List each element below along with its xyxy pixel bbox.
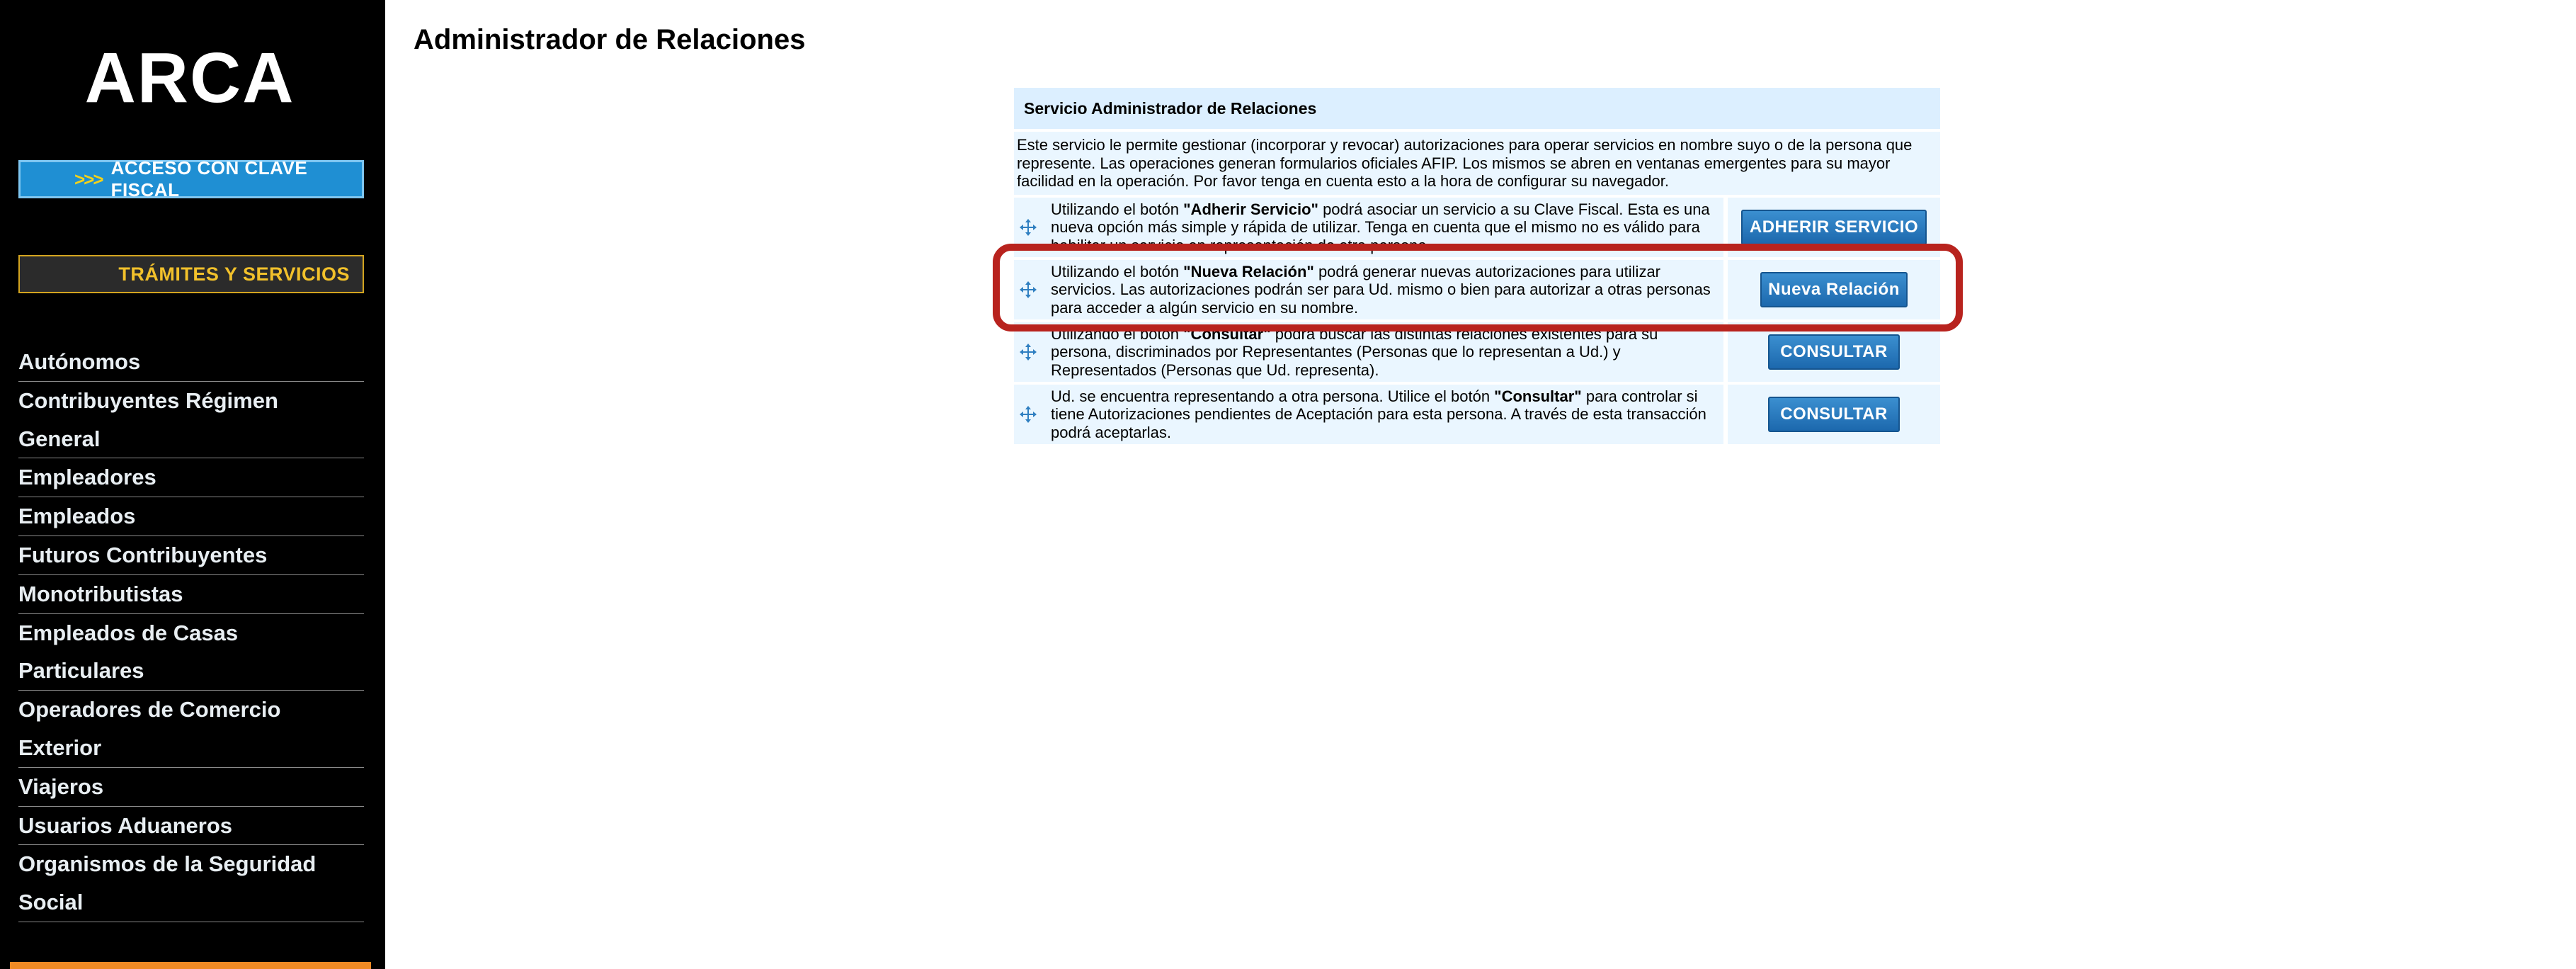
nueva-relacion-button[interactable]: Nueva Relación: [1760, 272, 1908, 307]
sidebar-bottom-bar: [10, 962, 371, 969]
row-consultar: [1014, 322, 1940, 382]
nav-item-autonomos[interactable]: Autónomos: [18, 343, 364, 382]
row-text: podrá asociar un servicio a su Clave Fiscal. Esta es una nueva opción más simple y rápida de utilizar. Tenga en cuenta que el mismo no es válido para habilitar un servicio en representación de otra persona.: [1051, 200, 1710, 254]
row-consultar-representado: [1014, 385, 1940, 444]
consultar-representado-button[interactable]: CONSULTAR: [1768, 397, 1900, 432]
clave-fiscal-label: ACCESO CON CLAVE FISCAL: [110, 157, 308, 200]
service-panel: [1014, 88, 1940, 444]
sidebar-nav: [18, 343, 364, 922]
nav-item-comercio-exterior[interactable]: Operadores de Comercio Exterior: [18, 691, 364, 768]
nav-item-casas-particulares[interactable]: Empleados de Casas Particulares: [18, 614, 364, 691]
row-text: para controlar si tiene Autorizaciones pendientes de Aceptación para esta persona. A través de esta transacción podrá aceptarlas.: [1051, 387, 1706, 441]
arca-logo[interactable]: ARCA: [84, 38, 295, 118]
panel-intro: Este servicio le permite gestionar (incorporar y revocar) autorizaciones para operar servicios en nombre suyo o de la persona que represente. Las operaciones generan formularios oficiales AFIP. Los mismos se abren en ventanas emergentes para su mayor facilidad en la operación. Por favor tenga en cuenta esto a la hora de configurar su navegador.: [1014, 132, 1940, 195]
row-text: podrá buscar las distintas relaciones existentes para su persona, discriminados por Representantes (Personas que lo representan a Ud.) y Representados (Personas que Ud. representa).: [1051, 324, 1658, 379]
nav-item-seguridad-social[interactable]: Organismos de la Seguridad Social: [18, 845, 364, 922]
move-arrows-icon: [1014, 260, 1042, 319]
nav-item-futuros[interactable]: Futuros Contribuyentes: [18, 536, 364, 575]
panel-title: Servicio Administrador de Relaciones: [1014, 88, 1940, 129]
move-arrows-icon: [1014, 198, 1042, 257]
row-description: [1042, 322, 1723, 382]
button-cell: [1728, 198, 1940, 257]
chevrons-icon: >>>: [74, 168, 103, 190]
row-text-bold: "Adherir Servicio": [1183, 200, 1318, 218]
nav-item-monotributistas[interactable]: Monotributistas: [18, 575, 364, 614]
clave-fiscal-button[interactable]: [18, 157, 364, 200]
move-arrows-icon: [1014, 385, 1042, 444]
row-description: [1042, 260, 1723, 319]
button-cell: [1728, 385, 1940, 444]
consultar-button[interactable]: CONSULTAR: [1768, 334, 1900, 370]
button-cell: [1728, 322, 1940, 382]
row-text-bold: "Consultar": [1494, 387, 1582, 405]
button-cell: [1728, 260, 1940, 319]
row-text-bold: "Consultar": [1183, 324, 1271, 343]
row-description: [1042, 385, 1723, 444]
nav-item-usuarios-aduaneros[interactable]: Usuarios Aduaneros: [18, 807, 364, 846]
adherir-servicio-button[interactable]: ADHERIR SERVICIO: [1741, 210, 1927, 245]
row-text-bold: "Nueva Relación": [1183, 262, 1314, 280]
row-description: [1042, 198, 1723, 257]
row-text: podrá generar nuevas autorizaciones para utilizar servicios. Las autorizaciones podrán ser para Ud. mismo o bien para autorizar a otras personas para acceder a algún servicio en su nombre.: [1051, 262, 1711, 317]
nav-item-empleados[interactable]: Empleados: [18, 497, 364, 536]
nav-item-viajeros[interactable]: Viajeros: [18, 768, 364, 807]
page-title: Administrador de Relaciones: [414, 24, 806, 55]
nav-item-empleadores[interactable]: Empleadores: [18, 458, 364, 497]
row-text: Ud. se encuentra representando a otra persona. Utilice el botón: [1051, 387, 1495, 405]
nav-item-contribuyentes[interactable]: Contribuyentes Régimen General: [18, 382, 364, 459]
row-text: Utilizando el botón: [1051, 200, 1184, 218]
row-text: Utilizando el botón: [1051, 324, 1184, 343]
sidebar: [0, 0, 385, 969]
tramites-servicios-button[interactable]: TRÁMITES Y SERVICIOS: [18, 255, 364, 293]
row-text: Utilizando el botón: [1051, 262, 1184, 280]
move-arrows-icon: [1014, 322, 1042, 382]
row-adherir: [1014, 198, 1940, 257]
row-nueva-relacion: [1014, 260, 1940, 319]
